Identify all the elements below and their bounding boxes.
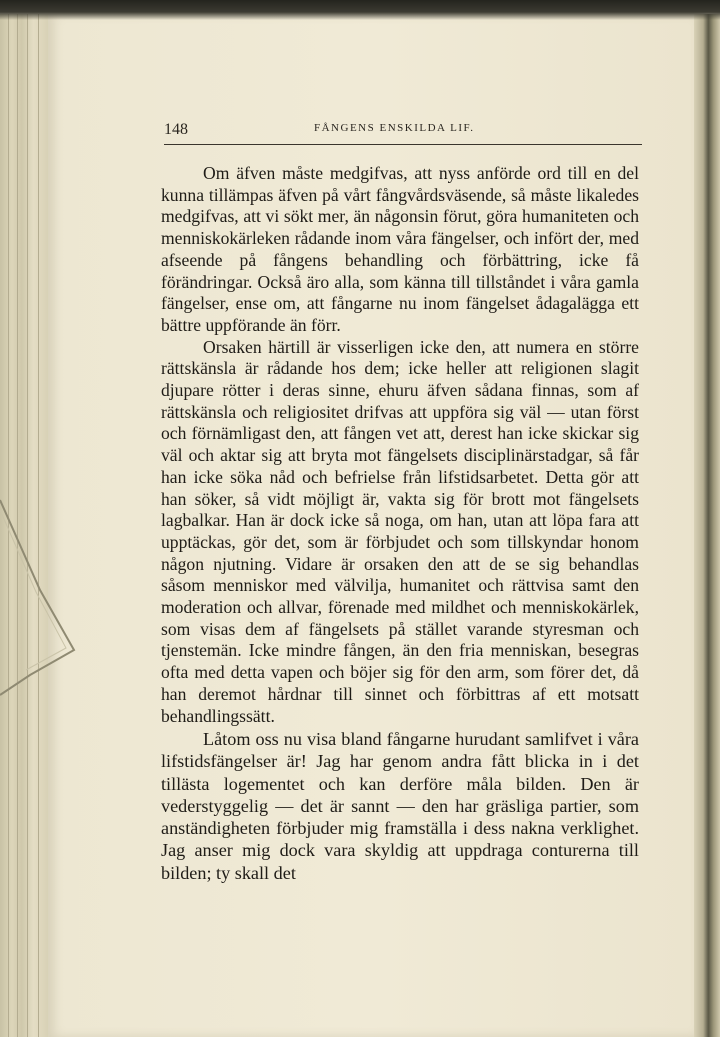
running-head: FÅNGENS ENSKILDA LIF. — [314, 122, 475, 134]
paragraph: Om äfven måste medgifvas, att nyss anförde ord till en del kunna tillämpas äfven på vårt fångvårdsväsende, så måste likaledes medgifvas, att vi sökt mer, än någonsin förut, göra humaniteten och menniskokärleken rådande inom våra fängelser, och infört der, med afseende på fångens behandling och förbättring, icke få förändringar. Också äro alla, som känna till tillståndet i våra gamla fängelser, ense om, att fångarne nu inom fängelset ådagalägga ett bättre uppförande än förr. — [161, 163, 639, 335]
page-number: 148 — [164, 121, 188, 138]
paragraph: Orsaken härtill är visserligen icke den, att numera en större rättskänsla är rådande hos dem; icke heller att religionen slagit djupare rötter i deras sinne, ehuru äfven sådana finnas, som af rättskänsla och religiositet drifvas att uppföra sig väl — utan först och förnämligast den, att fången vet att, derest han icke skickar sig väl och aktar sig att bryta mot fängelsets disciplinärstadgar, så får han icke söka nåd och befrielse från lifstidsarbetet. Detta gör att han söker, så vidt möjligt är, vakta sig för brott mot fängelsets lagbalkar. Han är dock icke så noga, om han, utan att löpa fara att upptäckas, gör det, som är förbjudet och som tillskyndar honom någon njutning. Vidare är orsaken den att de se sig behandlas såsom menniskor med välvilja, humanitet och rättvisa samt den moderation och allvar, förenade med mildhet och menniskokärlek, som visas dem af fängelsets på stället varande styresman och tjenstemän. Icke mindre fången, än den fria menniskan, besegras ofta med detta vapen och böjer sig för den arm, som förer det, då han deremot hårdnar till sinnet och förbittras af ett motsatt behandlingssätt. — [161, 336, 639, 726]
header-rule — [164, 144, 642, 145]
right-page-edge — [694, 14, 720, 1037]
paragraph: Låtom oss nu visa bland fångarne hurudant samlifvet i våra lifstidsfängelser är! Jag har genom andra fått blicka in i det tillästa logementet och kan derföre måla bilden. Den är vederstyggelig — det är sannt — den har gräsliga partier, som anständigheten förbjuder mig framställa i dess nakna verklighet. Jag anser mig dock vara skyldig att uppdraga conturerna till bilden; ty skall det — [161, 729, 639, 883]
scan-top-shadow — [0, 0, 720, 20]
body-text — [161, 163, 639, 884]
page-header — [164, 118, 642, 144]
paper-fold-mark — [0, 480, 80, 730]
